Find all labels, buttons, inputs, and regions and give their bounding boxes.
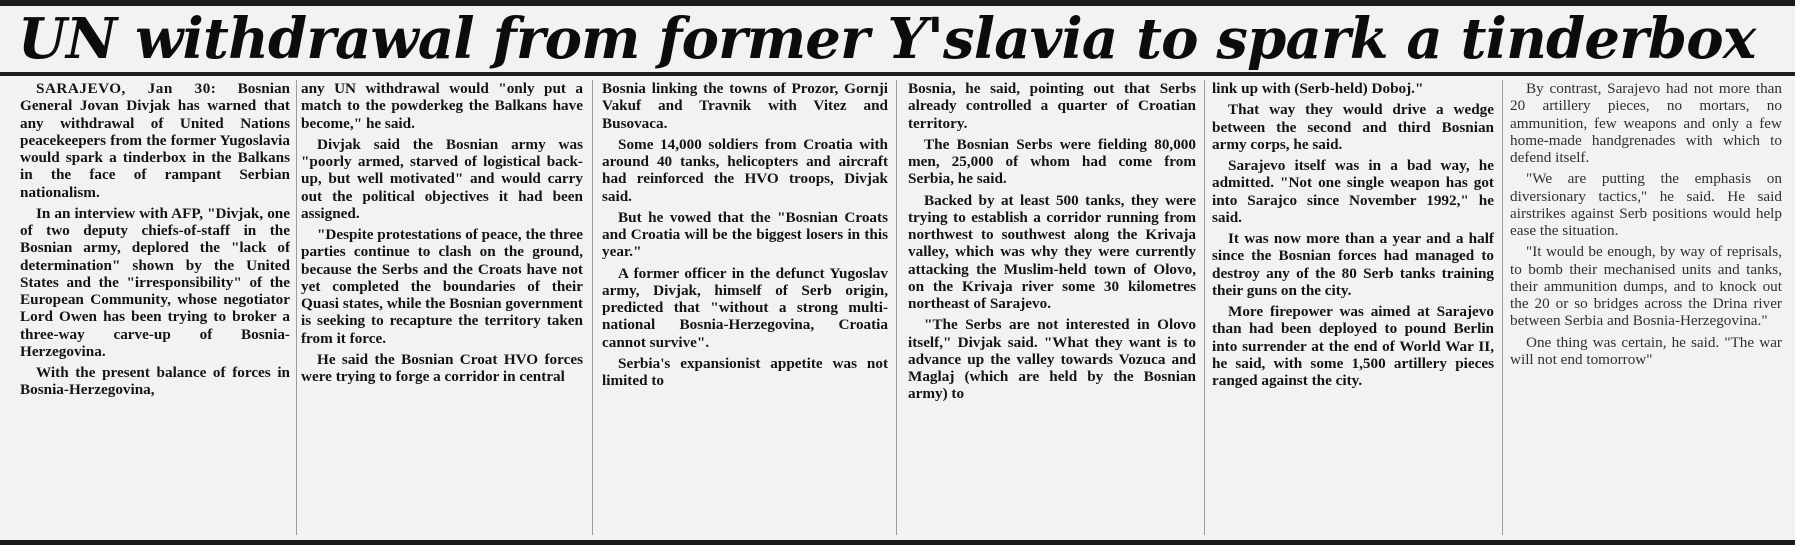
- column-3-paragraph-3: But he vowed that the "Bosnian Croats and Croatia will be the biggest losers in this year.": [602, 208, 888, 261]
- column-6-paragraph-1: By contrast, Sarajevo had not more than 20 artillery pieces, no mortars, no ammunition, few weapons and only a few home-made handgrenades with which to defend itself.: [1510, 80, 1782, 166]
- column-1-paragraph-1: Bosnian General Jovan Divjak has warned that any withdrawal of United Nations peacekeepers from the former Yugoslavia would spark a tinderbox in the Balkans in the face of rampant Serbian nationalism.: [20, 80, 290, 201]
- column-1-paragraph-2: In an interview with AFP, "Divjak, one of two deputy chiefs-of-staff in the Bosnian army, deplored the "lack of determination" shown by the United States and the "irresponsibility" of the European Community, whose negotiator Lord Owen has been trying to broker a three-way carve-up of Bosnia-Herzegovina.: [20, 204, 290, 360]
- dateline-paragraph: [20, 80, 290, 201]
- column-4-paragraph-4: "The Serbs are not interested in Olovo itself," Divjak said. "What they want is to advance up the valley towards Vozuca and Maglaj (which are held by the Bosnian army) to: [908, 316, 1196, 403]
- bottom-rule: [0, 540, 1795, 545]
- column-3-paragraph-4: A former officer in the defunct Yugoslav army, Divjak, himself of Serb origin, predicted that "without a strong multi-national Bosnia-Herzegovina, Croatia cannot survive".: [602, 264, 888, 351]
- column-4-paragraph-3: Backed by at least 500 tanks, they were trying to establish a corridor running from northwest to southwest along the Krivaja valley, which was why they were currently attacking the Muslim-held town of Olovo, on the Krivaja river some 30 kilometres northeast of Sarajevo.: [908, 191, 1196, 312]
- column-6-paragraph-2: "We are putting the emphasis on diversionary tactics," he said. He said airstrikes against Serb positions would help ease the situation.: [1510, 170, 1782, 239]
- headline-rule: [0, 72, 1795, 76]
- column-gutter: [1204, 80, 1205, 535]
- column-5-paragraph-2: That way they would drive a wedge between the second and third Bosnian army corps, he said.: [1212, 101, 1494, 153]
- column-2-paragraph-3: "Despite protestations of peace, the three parties continue to clash on the ground, because the Serbs and the Croats have not yet completed the boundaries of their Quasi states, while the Bosnian government is seeking to recapture the territory taken from it force.: [301, 226, 583, 347]
- column-2-paragraph-4: He said the Bosnian Croat HVO forces were trying to forge a corridor in central: [301, 350, 583, 385]
- column-5-paragraph-1: link up with (Serb-held) Doboj.": [1212, 80, 1424, 97]
- column-6: [1510, 80, 1782, 538]
- column-1: [20, 80, 290, 538]
- column-2: [301, 80, 583, 538]
- column-1-paragraph-3: With the present balance of forces in Bosnia-Herzegovina,: [20, 364, 290, 399]
- column-gutter: [592, 80, 593, 535]
- column-3-paragraph-1: Bosnia linking the towns of Prozor, Gornji Vakuf and Travnik with Vitez and Busovaca.: [602, 80, 888, 132]
- column-gutter: [896, 80, 897, 535]
- column-2-paragraph-2: Divjak said the Bosnian army was "poorly armed, starved of logistical back-up, but well motivated" and would carry out the political objectives it had been assigned.: [301, 135, 583, 222]
- column-4-paragraph-1: Bosnia, he said, pointing out that Serbs already controlled a quarter of Croatian territory.: [908, 80, 1196, 132]
- dateline: SARAJEVO, Jan 30:: [36, 80, 217, 97]
- column-5-paragraph-5: More firepower was aimed at Sarajevo than had been deployed to pound Berlin into surrender at the end of World War II, he said, with some 1,500 artillery pieces ranged against the city.: [1212, 303, 1494, 389]
- column-5-paragraph-4: It was now more than a year and a half since the Bosnian forces had managed to destroy any of the 80 Serb tanks training their guns on the city.: [1212, 230, 1494, 299]
- column-5: [1212, 80, 1494, 538]
- column-3: [602, 80, 888, 538]
- column-3-paragraph-5: Serbia's expansionist appetite was not limited to: [602, 354, 888, 389]
- headline: UN withdrawal from former Y'slavia to spark a tinderbox: [18, 6, 1756, 72]
- column-gutter: [296, 80, 297, 535]
- column-3-paragraph-2: Some 14,000 soldiers from Croatia with around 40 tanks, helicopters and aircraft had reinforced the HVO troops, Divjak said.: [602, 135, 888, 205]
- column-5-paragraph-3: Sarajevo itself was in a bad way, he admitted. "Not one single weapon has got into Sarajco since November 1992," he said.: [1212, 157, 1494, 226]
- column-4: [908, 80, 1196, 538]
- column-6-paragraph-4: One thing was certain, he said. "The war will not end tomorrow": [1510, 333, 1782, 368]
- column-gutter: [1502, 80, 1503, 535]
- column-4-paragraph-2: The Bosnian Serbs were fielding 80,000 men, 25,000 of whom had come from Serbia, he said.: [908, 135, 1196, 188]
- column-6-paragraph-3: "It would be enough, by way of reprisals, to bomb their mechanised units and tanks, their ammunition dumps, and to knock out the 20 or so bridges across the Drina river between Serbia and Bosnia-Herzegovina.": [1510, 243, 1782, 330]
- column-2-paragraph-1: any UN withdrawal would "only put a match to the powderkeg the Balkans have become," he said.: [301, 80, 583, 132]
